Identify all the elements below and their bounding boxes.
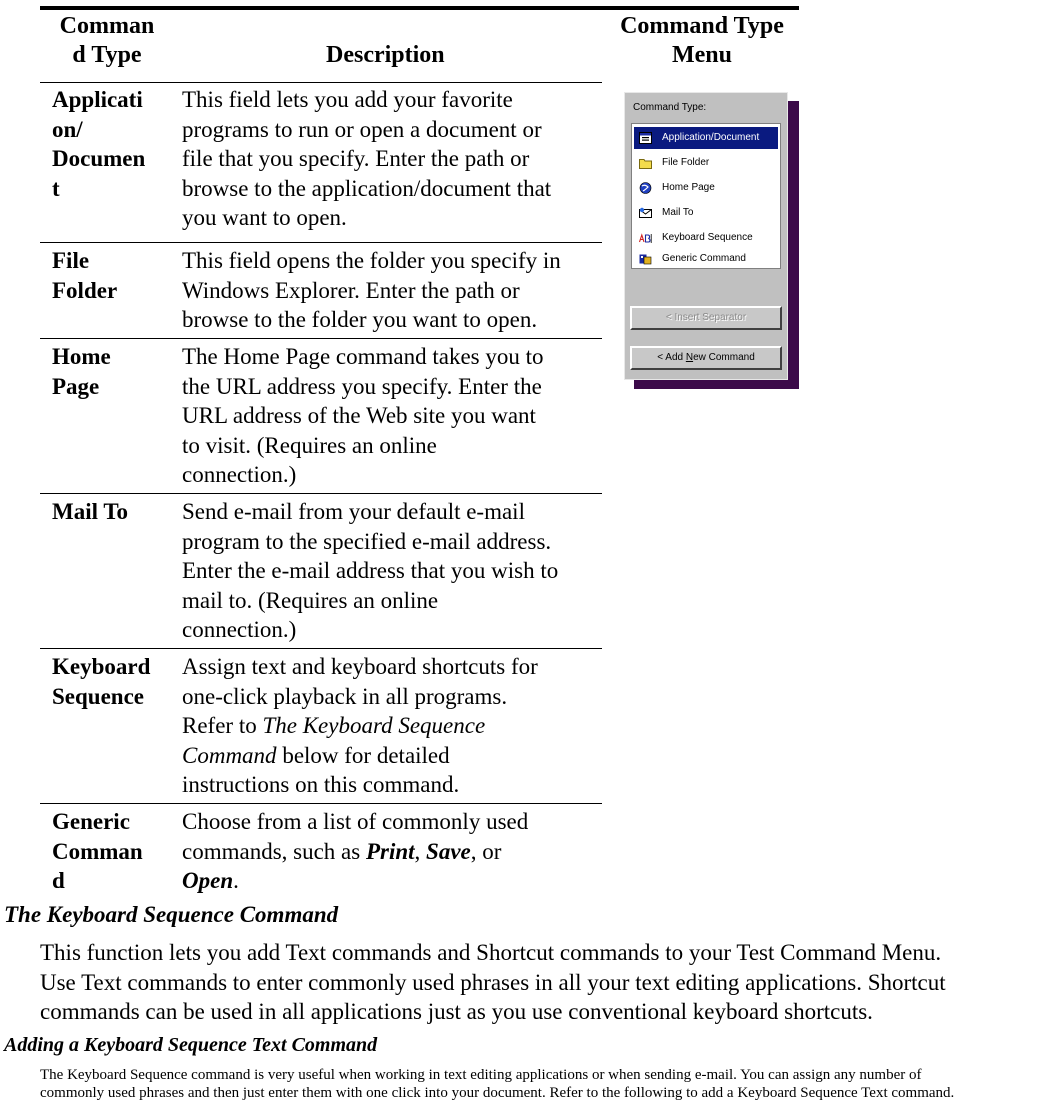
- desc-text: , or: [470, 838, 502, 864]
- desc-line: program to the specified e-mail address.: [182, 528, 552, 554]
- desc-line: [182, 837, 528, 867]
- button-label: < Add: [657, 352, 686, 363]
- keyboard-sequence-icon: [639, 232, 652, 244]
- section-body-adding-text-command: [40, 1066, 954, 1102]
- command-type-list[interactable]: [631, 123, 781, 269]
- list-item-file-folder[interactable]: [634, 152, 778, 174]
- button-label: ew Command: [693, 352, 755, 363]
- row-type-keyboard-sequence: [52, 652, 150, 711]
- type-line: Documen: [52, 146, 146, 171]
- list-item-application-document[interactable]: [634, 127, 778, 149]
- type-line: Comman: [52, 838, 143, 864]
- list-item-mail-to[interactable]: [634, 202, 778, 224]
- type-line: Applicati: [52, 87, 143, 112]
- desc-line: programs to run or open a document or: [182, 116, 542, 142]
- section-body-keyboard-sequence: [40, 938, 946, 1027]
- header-description: Description: [326, 42, 445, 68]
- command-type-menu-dialog: [624, 92, 788, 380]
- desc-line: instructions on this command.: [182, 772, 460, 797]
- list-item-label: Generic Command: [662, 253, 746, 264]
- row-type-file-folder: [52, 246, 117, 305]
- row-type-mail-to: [52, 497, 128, 527]
- row-rule: [40, 338, 602, 339]
- body-line: The Keyboard Sequence command is very useful when working in text editing applications or when sending e-mail. You can assign any number of: [40, 1067, 922, 1083]
- desc-text: .: [233, 868, 239, 893]
- add-new-command-button[interactable]: [630, 346, 782, 370]
- desc-text: Refer to: [182, 713, 263, 738]
- desc-line: browse to the application/document that: [182, 175, 552, 201]
- desc-line: you want to open.: [182, 205, 347, 230]
- keyboard-sequence-reference: Command: [182, 742, 277, 768]
- section-heading-keyboard-sequence: The Keyboard Sequence Command: [4, 902, 339, 927]
- desc-text: commands, such as: [182, 838, 366, 864]
- row-rule: [40, 242, 602, 243]
- row-rule: [40, 803, 602, 804]
- row-rule: [40, 648, 602, 649]
- list-item-generic-command[interactable]: [634, 248, 778, 270]
- type-line: Home: [52, 344, 111, 369]
- row-desc-home-page: [182, 342, 544, 490]
- desc-line: to visit. (Requires an online: [182, 432, 437, 458]
- desc-text: below for detailed: [276, 742, 450, 768]
- desc-line: connection.): [182, 617, 297, 642]
- desc-line: URL address of the Web site you want: [182, 403, 536, 428]
- desc-line: This field opens the folder you specify in: [182, 248, 561, 273]
- globe-icon: [639, 182, 652, 194]
- header-line: d Type: [72, 42, 142, 68]
- row-desc-file-folder: [182, 246, 561, 335]
- header-line: Comman: [59, 13, 155, 39]
- open-command: Open: [182, 868, 234, 893]
- button-accelerator: N: [685, 352, 694, 363]
- row-rule: [40, 493, 602, 494]
- folder-icon: [639, 157, 652, 169]
- desc-line: [182, 711, 538, 741]
- header-rule: [40, 82, 602, 83]
- type-line: Mail To: [52, 499, 129, 524]
- type-line: Sequence: [52, 683, 144, 709]
- desc-line: [182, 741, 538, 771]
- list-item-keyboard-sequence[interactable]: [634, 227, 778, 249]
- mail-icon: [639, 207, 652, 219]
- desc-line: [182, 866, 528, 896]
- desc-line: one-click playback in all programs.: [182, 683, 508, 709]
- application-icon: [639, 132, 652, 144]
- desc-line: Choose from a list of commonly used: [182, 809, 529, 834]
- list-item-label: Mail To: [662, 207, 694, 218]
- dialog-title: Command Type:: [633, 102, 707, 113]
- desc-line: Windows Explorer. Enter the path or: [182, 277, 520, 303]
- insert-separator-button[interactable]: < Insert Separator: [630, 306, 782, 330]
- row-desc-keyboard-sequence: [182, 652, 538, 800]
- desc-line: This field lets you add your favorite: [182, 87, 513, 112]
- list-item-home-page[interactable]: [634, 177, 778, 199]
- body-line: This function lets you add Text commands and Shortcut commands to your Test Command Menu.: [40, 940, 942, 965]
- list-item-label: File Folder: [662, 157, 710, 168]
- desc-line: Assign text and keyboard shortcuts for: [182, 654, 538, 679]
- desc-line: The Home Page command takes you to: [182, 344, 544, 369]
- header-command-type: [52, 12, 162, 70]
- desc-line: the URL address you specify. Enter the: [182, 373, 542, 399]
- header-command-type-menu: [612, 12, 792, 70]
- header-line: Command Type: [620, 13, 784, 39]
- row-type-generic-command: [52, 807, 143, 896]
- body-line: commands can be used in all applications just as you use conventional keyboard shortcuts.: [40, 999, 873, 1024]
- type-line: t: [52, 175, 60, 201]
- desc-line: mail to. (Requires an online: [182, 587, 439, 613]
- list-item-label: Application/Document: [662, 132, 760, 143]
- type-line: d: [52, 868, 65, 893]
- type-line: Generic: [52, 809, 130, 834]
- print-command: Print: [365, 838, 415, 864]
- desc-line: browse to the folder you want to open.: [182, 307, 538, 332]
- desc-line: Enter the e-mail address that you wish to: [182, 558, 559, 583]
- row-type-application: [52, 85, 145, 203]
- desc-line: file that you specify. Enter the path or: [182, 146, 530, 171]
- type-line: File: [52, 248, 90, 273]
- type-line: Keyboard: [52, 654, 151, 679]
- row-desc-mail-to: [182, 497, 558, 645]
- generic-command-icon: [639, 253, 652, 265]
- section-heading-adding-text-command: Adding a Keyboard Sequence Text Command: [4, 1034, 378, 1056]
- save-command: Save: [426, 838, 471, 864]
- body-line: commonly used phrases and then just enter them with one click into your document. Refer to the following to add a Keyboard Sequence Text command.: [40, 1085, 955, 1101]
- header-line: Menu: [672, 42, 732, 68]
- table-top-rule: [40, 6, 799, 10]
- desc-line: Send e-mail from your default e-mail: [182, 499, 525, 524]
- type-line: on/: [52, 116, 83, 142]
- desc-line: connection.): [182, 462, 297, 487]
- body-line: Use Text commands to enter commonly used phrases in all your text editing applications. Shortcut: [40, 969, 946, 995]
- desc-text: ,: [414, 838, 427, 864]
- list-item-label: Home Page: [662, 182, 715, 193]
- type-line: Page: [52, 373, 100, 399]
- row-desc-application: [182, 85, 551, 233]
- list-item-label: Keyboard Sequence: [662, 232, 753, 243]
- row-desc-generic-command: [182, 807, 528, 896]
- row-type-home-page: [52, 342, 111, 401]
- keyboard-sequence-reference: The Keyboard Sequence: [262, 713, 486, 738]
- type-line: Folder: [52, 277, 118, 303]
